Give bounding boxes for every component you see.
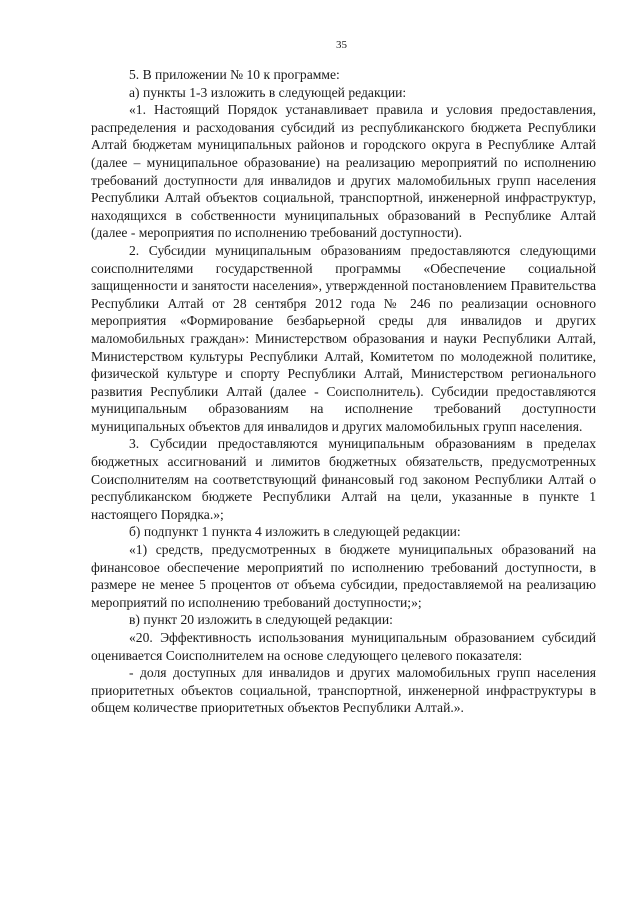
- paragraph-point-3: 3. Субсидии предоставляются муниципальным образованиям в пределах бюджетных ассигнований и лимитов бюджетных обязательств, предусмотренных Соисполнителям на соответствующий финансовый год законом Республики Алтай о республиканском бюджете Республики Алтай на цели, указанные в пункте 1 настоящего Порядка.»;: [91, 436, 596, 522]
- paragraph-point-2: 2. Субсидии муниципальным образованиям предоставляются следующими соисполнителями государственной программы «Обеспечение социальной защищенности и занятости населения», утвержденной постановлением Правительства Республики Алтай от 28 сентября 2012 года № 246 по реализации основного мероприятия «Формирование безбарьерной среды для инвалидов и других маломобильных граждан»: Министерством образования и науки Республики Алтай, Министерством культуры Республики Алтай, Комитетом по молодежной политике, физической культуре и спорту Республики Алтай, Министерством регионального развития Республики Алтай (далее - Соисполнитель). Субсидии предоставляются муниципальным образованиям на исполнение требований доступности муниципальных объектов для инвалидов и других маломобильных групп населения.: [91, 242, 596, 434]
- paragraph-point-20: «20. Эффективность использования муниципальным образованием субсидий оценивается Соисполнителем на основе следующего целевого показателя:: [91, 630, 596, 663]
- paragraph-subitem-b: б) подпункт 1 пункта 4 изложить в следующей редакции:: [129, 524, 461, 540]
- paragraph-indicator: - доля доступных для инвалидов и других маломобильных групп населения приоритетных объектов социальной, транспортной, инженерной инфраструктуры в общем количестве приоритетных объектов Республики Алтай.».: [91, 665, 596, 716]
- paragraph-point-1: «1. Настоящий Порядок устанавливает правила и условия предоставления, распределения и расходования субсидий из республиканского бюджета Республики Алтай бюджетам муниципальных районов и городского округа в Республике Алтай (далее – муниципальное образование) на реализацию мероприятий по исполнению требований доступности для инвалидов и других маломобильных групп населения Республики Алтай объектов социальной, транспортной, инженерной инфраструктур, находящихся в собственности муниципальных образований в Республике Алтай (далее - мероприятия по исполнению требований доступности).: [91, 102, 596, 241]
- paragraph-subitem-a: а) пункты 1-3 изложить в следующей редакции:: [129, 84, 407, 100]
- paragraph-item-5-heading: 5. В приложении № 10 к программе:: [129, 67, 340, 82]
- paragraph-subitem-v: в) пункт 20 изложить в следующей редакции:: [129, 612, 393, 628]
- paragraph-subpoint-1: «1) средств, предусмотренных в бюджете муниципальных образований на финансовое обеспечение мероприятий по исполнению требований доступности, в размере не менее 5 процентов от объема субсидии, предоставляемой на реализацию мероприятий по исполнению требований доступности;»;: [91, 542, 596, 610]
- page-number: 35: [336, 39, 347, 51]
